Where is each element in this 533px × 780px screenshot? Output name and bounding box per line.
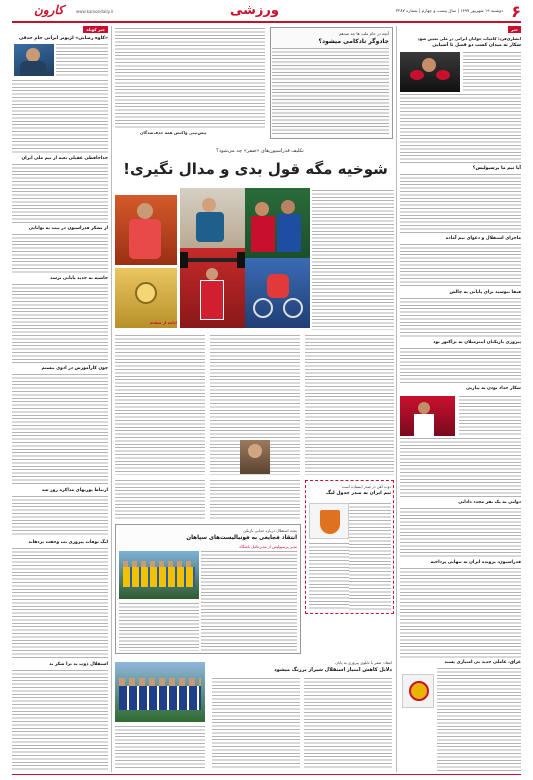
main-kicker: تکلیف فدراسیون‌های «صفر» چه می‌شود؟ xyxy=(216,148,304,154)
right-headline-2: شکار نه میدان کسب دو فصل تا آسیایی xyxy=(432,43,521,48)
column-divider-left xyxy=(111,26,112,772)
right-photo-boxer xyxy=(400,52,460,92)
left-column-tag: خبر کوتاه xyxy=(83,26,108,33)
bottom-left-story xyxy=(210,658,394,770)
left-headline-4: حاشیه به جدید پایانی نرسد xyxy=(50,276,108,281)
left-article-1 xyxy=(56,44,108,78)
column-divider-right xyxy=(396,26,397,772)
right-photo-emblem xyxy=(402,674,434,708)
top-text-note: پیش‌بینی واکنش همه حذف‌شدگان xyxy=(140,130,207,135)
left-headline-5: چون کارآموزش در ادوی نیستم xyxy=(41,366,108,371)
main-article-col-1 xyxy=(312,190,394,330)
footer-rule xyxy=(12,774,521,775)
second-story-kicker: ذوب آهن در صدر ایستاده است xyxy=(341,484,391,489)
side-photo-medal xyxy=(115,268,177,328)
left-column xyxy=(12,26,108,772)
top-box xyxy=(270,27,393,139)
middle-text-lower-1 xyxy=(115,480,205,520)
right-headline-10: عراق، عاملی جدید بی امتیازی پسند xyxy=(444,660,521,665)
right-headline-5: فیفا نتوسید برای پایانی به چالش xyxy=(449,290,521,295)
main-headline: شوخیه مگه قول بدی و مدال نگیری! xyxy=(123,160,388,178)
bottom-left-kicker: انتقاد: صفر با تابلوی پیروزی به پایان xyxy=(335,660,392,665)
right-column xyxy=(400,26,521,772)
bottom-middle-sub: مدیر پرسپولیس از مدیرعامل باشگاه xyxy=(239,544,297,549)
date-line: دوشنبه ۱۹ شهریور ۱۳۹۷ | سال بیست و چهارم | شماره ۳۲۸۷ xyxy=(395,8,503,13)
right-headline-7: شکار حداد بودن به بیاریی xyxy=(465,386,521,391)
right-photo-match xyxy=(400,396,455,436)
bottom-left-headline: دلایل کاهش امتیاز استقلال شیراز پررنگ میشود xyxy=(274,667,392,673)
right-headline-8: دولتی به یک نفر مجدد دادانی xyxy=(458,500,521,505)
bottom-middle-kicker: بحث استقلال درباره جدایی بازیکن xyxy=(243,528,297,533)
left-headline-6: ارتباط بوریهای مذاکره روز شد xyxy=(41,488,108,493)
header-rule xyxy=(12,21,521,23)
page-number: ۶ xyxy=(511,2,521,21)
small-portrait xyxy=(240,440,270,474)
top-box-kicker: آنچه در جام ملت ها چه میدهم xyxy=(338,31,389,36)
team-photo xyxy=(119,551,199,599)
photo-cyclist xyxy=(245,258,310,328)
right-headline-1: انصاری‌فرد: کامیاب جوانان ایرانی در ملی تعیین شود xyxy=(417,36,521,41)
page-header xyxy=(0,0,533,24)
photo-weightlifter xyxy=(180,248,245,328)
main-photo-tag: ادامه از صفحه xyxy=(150,320,177,325)
left-headline-1: «کاوه رضایی» لژیونر ایرانی جام حذفی xyxy=(19,36,108,41)
team-logo-photo xyxy=(309,503,349,539)
top-text-block xyxy=(115,28,265,128)
top-box-headline: جادوگر نادکامی میشود؟ xyxy=(318,38,389,45)
left-headline-2: خداحافظی عقیلی تعبه از تیم ملی ایران xyxy=(21,156,108,161)
middle-text-lower-2 xyxy=(210,480,300,520)
side-photo-player xyxy=(115,195,177,265)
left-headline-8: استقلال ذوب بد ترا شکر بد xyxy=(49,662,108,667)
left-headline-3: از تشکر فدراسیون در بیت به توانایی xyxy=(28,226,108,231)
athlete-photo xyxy=(14,44,54,76)
right-headline-9: فدراسیون، پرونده ایران به تنهایی پرداخته xyxy=(430,560,521,565)
left-headline-7: ایگ بوفات پیروزی تب وحفت بردهاند xyxy=(28,540,108,545)
photo-wrestlers xyxy=(245,188,310,258)
right-column-tag: خبر xyxy=(508,26,521,33)
main-article-col-2 xyxy=(115,335,205,475)
team-photo-bottom xyxy=(115,662,205,722)
right-headline-6: پیروزی بازیکنان اینترمیلان به تراکتور بود xyxy=(433,340,521,345)
website: www.karoondaily.ir xyxy=(76,9,114,14)
main-article-col-4 xyxy=(305,335,394,475)
right-headline-4: ماجرای استقلال و دعوای تیم آماده xyxy=(445,236,521,241)
second-story-box xyxy=(305,480,394,614)
photo-archer xyxy=(180,188,245,248)
second-story-headline: تیم ایران به صدر جدول لیگ xyxy=(326,491,391,496)
logo: کارون xyxy=(34,3,64,17)
bottom-middle-headline: انتقاد فجایعی به فوتبالیست‌های سپاهان xyxy=(186,535,297,541)
section-title: ورزشی xyxy=(230,3,279,18)
right-headline-3: آیا تیم ما پرسپولیس؟ xyxy=(472,166,521,171)
bottom-middle-box xyxy=(115,524,301,654)
main-photo-collage xyxy=(180,188,310,328)
